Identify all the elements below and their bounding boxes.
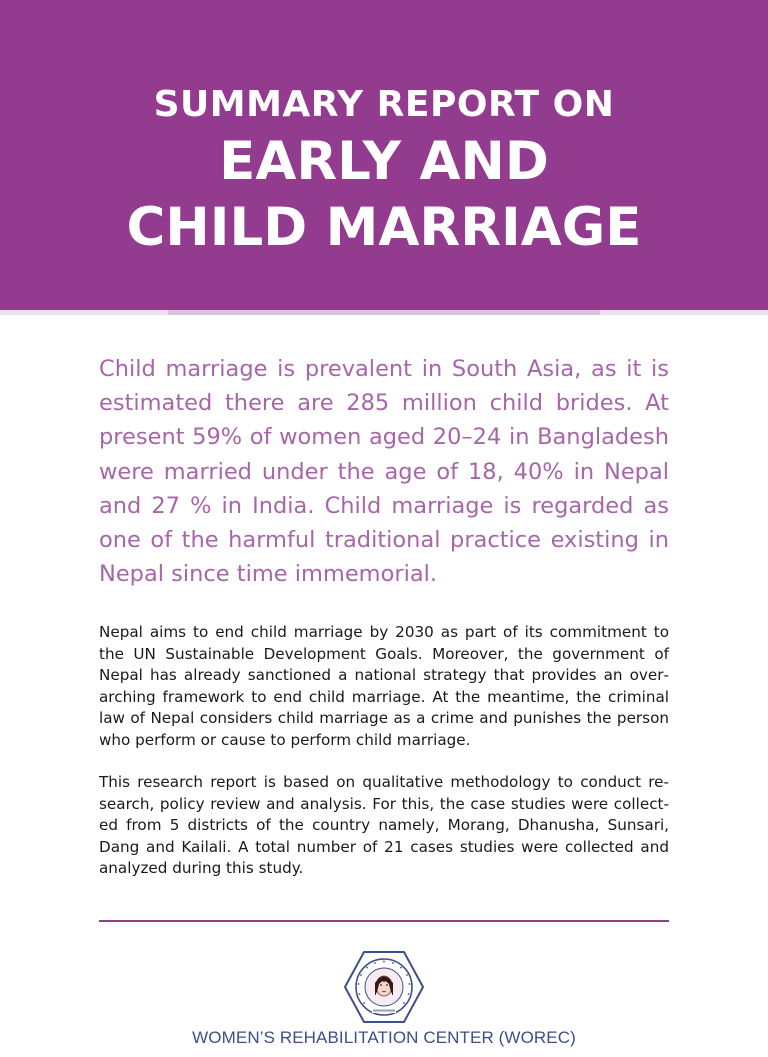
- header-banner: [0, 0, 768, 310]
- title-line-3: CHILD MARRIAGE: [126, 197, 642, 258]
- lead-paragraph: Child marriage is prevalent in South Asia, as it is estimated there are 285 million child brides. At present 59% of women aged 20–24 in Bangladesh were married under the age of 18, 40% in Nepal and 27 % in India. Child marriage is regarded as one of the harmful traditional practice existing in Nepal since time immemorial.: [99, 356, 669, 588]
- banner-divider-strip: [0, 310, 768, 315]
- title-line-1: SUMMARY REPORT ON: [153, 84, 615, 125]
- body-paragraph-2: This research report is based on qualitative methodology to conduct research, policy review and analysis. For this, the case studies were collected from 5 districts of the country namely, Morang, Dhanusha, Sunsari, Dang and Kailali. A total number of 21 cases studies were collected and analyzed during this study.: [99, 773, 669, 877]
- body-paragraph-1: Nepal aims to end child marriage by 2030 as part of its commitment to the UN Sustainable Development Goals. Moreover, the government of Nepal has already sanctioned a national strategy that provides an overarching framework to end child marriage. At the meantime, the criminal law of Nepal considers child marriage as a crime and punishes the person who perform or cause to perform child marriage.: [99, 623, 669, 749]
- title-line-2: EARLY AND: [219, 131, 549, 192]
- worec-logo-icon: [344, 950, 424, 1024]
- organization-name: WOMEN’S REHABILITATION CENTER (WOREC): [192, 1028, 576, 1047]
- footer-divider: [99, 920, 669, 922]
